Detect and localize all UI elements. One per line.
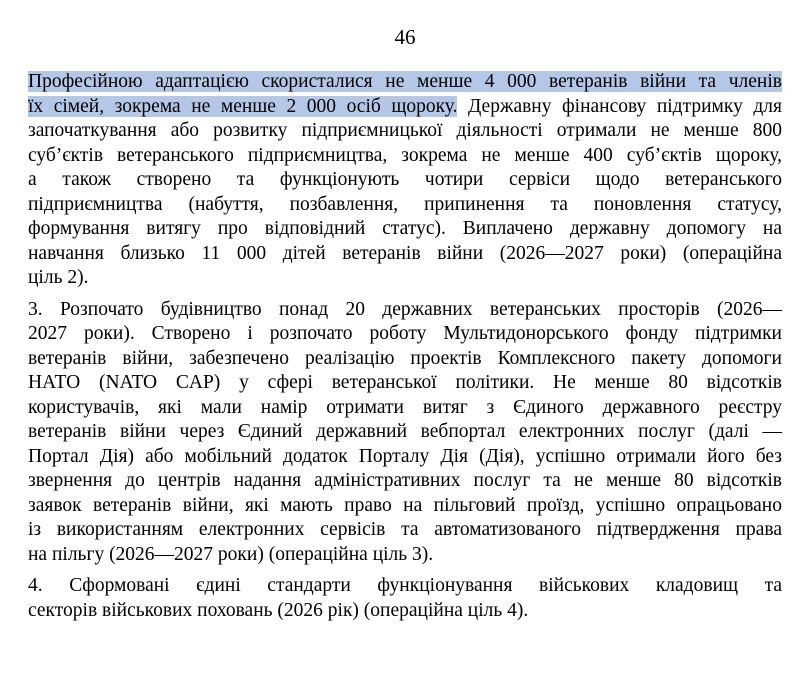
- page-number: 46: [394, 25, 416, 49]
- paragraph-spacer: [28, 567, 782, 574]
- text-segment: Портал Дія) або мобільний додаток Порталу Дія (Дія), успішно отримали його без: [28, 445, 782, 467]
- text-segment: 2027 роки). Створено і розпочато роботу Мультидонорського фонду підтримки: [28, 323, 782, 344]
- text-line: [28, 70, 782, 95]
- text-line: [28, 168, 782, 193]
- text-segment: користувачів, які мали намір отримати витяг з Єдиного державного реєстру: [28, 396, 782, 418]
- text-line: [28, 599, 782, 624]
- text-line: [28, 322, 782, 347]
- highlighted-text: їх сімей, зокрема не менше 2 000 осіб щороку.: [28, 95, 458, 117]
- text-segment: 4. Сформовані єдині стандарти функціонування військових кладовищ та: [28, 575, 782, 596]
- text-segment: підприємництва (набуття, позбавлення, припинення та поновлення статусу,: [28, 193, 782, 215]
- text-segment: заявок ветеранів війни, які мають право на пільговий проїзд, успішно опрацьовано: [28, 494, 782, 516]
- text-line: [28, 298, 782, 323]
- text-segment: навчання близько 11 000 дітей ветеранів війни (2026—2027 роки) (операційна: [28, 242, 782, 264]
- text-line: [28, 518, 782, 543]
- paragraph-spacer: [28, 291, 782, 298]
- text-line: [28, 469, 782, 494]
- text-segment: 3. Розпочато будівництво понад 20 державних ветеранських просторів (2026—: [28, 298, 782, 320]
- text-segment: НАТО (NATO CAP) у сфері ветеранської політики. Не менше 80 відсотків: [28, 372, 782, 393]
- text-line: [28, 543, 782, 568]
- text-line: [28, 494, 782, 519]
- paragraph: [28, 298, 782, 568]
- text-line: [28, 217, 782, 242]
- text-line: [28, 347, 782, 372]
- text-segment: Державну фінансову підтримку для: [457, 95, 782, 117]
- text-segment: ціль 2).: [28, 267, 89, 288]
- text-segment: започаткування або розвитку підприємницької діяльності отримали не менше 800: [28, 120, 782, 141]
- text-segment: а також створено та функціонують чотири сервіси щодо ветеранського: [28, 169, 782, 190]
- paragraph: [28, 70, 782, 291]
- paragraph: [28, 574, 782, 623]
- text-line: [28, 242, 782, 267]
- text-segment: на пільгу (2026—2027 роки) (операційна ціль 3).: [28, 543, 434, 565]
- highlighted-text: Професійною адаптацією скористалися не менше 4 000 ветеранів війни та членів: [28, 71, 782, 92]
- text-line: [28, 396, 782, 421]
- text-line: [28, 371, 782, 396]
- text-line: [28, 420, 782, 445]
- text-segment: із використанням електронних сервісів та автоматизованого підтвердження права: [28, 519, 782, 540]
- text-line: [28, 445, 782, 470]
- document-body: [28, 70, 782, 623]
- text-segment: звернення до центрів надання адміністративних послуг та не менше 80 відсотків: [28, 470, 782, 491]
- text-line: [28, 193, 782, 218]
- text-segment: формування витягу про відповідний статус). Виплачено державну допомогу на: [28, 218, 782, 239]
- text-segment: ветеранів війни, забезпечено реалізацію проектів Комплексного пакету допомоги: [28, 347, 782, 369]
- text-line: [28, 95, 782, 120]
- text-line: [28, 574, 782, 599]
- text-segment: секторів військових поховань (2026 рік) (операційна ціль 4).: [28, 599, 529, 621]
- text-line: [28, 144, 782, 169]
- text-line: [28, 119, 782, 144]
- text-segment: ветеранів війни через Єдиний державний вебпортал електронних послуг (далі —: [28, 421, 782, 442]
- text-segment: суб’єктів ветеранського підприємництва, зокрема не менше 400 суб’єктів щороку,: [28, 144, 782, 166]
- text-line: [28, 266, 782, 291]
